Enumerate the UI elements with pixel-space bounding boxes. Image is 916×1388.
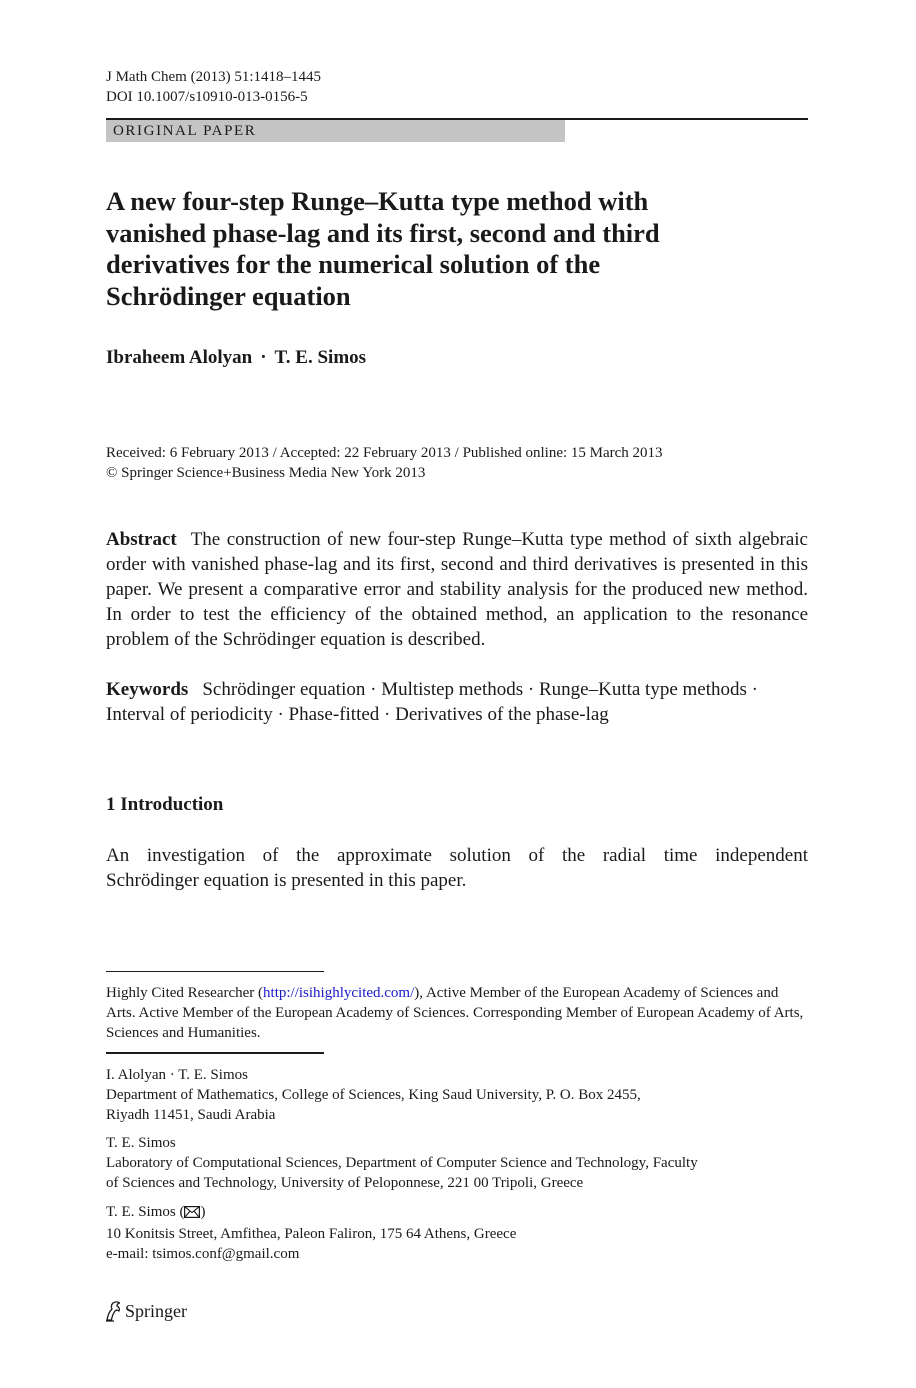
affiliation-names: T. E. Simos — [106, 1135, 176, 1151]
author-name: T. E. Simos — [274, 347, 367, 368]
title-line: derivatives for the numerical solution of the — [106, 249, 601, 279]
paren-close: ) — [200, 1204, 206, 1220]
envelope-icon — [184, 1204, 200, 1224]
abstract — [106, 527, 808, 652]
highly-cited-link[interactable]: http://isihighlycited.com/ — [263, 985, 415, 1001]
history-line: Received: 6 February 2013 / Accepted: 22 February 2013 / Published online: 15 March 2013 — [106, 445, 663, 461]
keywords — [106, 677, 808, 727]
author-separator: · — [260, 347, 267, 368]
corresponding-author-name: T. E. Simos ( — [106, 1204, 185, 1220]
affiliation-block — [106, 1133, 808, 1193]
doi-line: DOI 10.1007/s10910-013-0156-5 — [106, 89, 308, 105]
affiliation-names — [106, 1202, 808, 1224]
copyright-line: © Springer Science+Business Media New York 2013 — [106, 465, 426, 481]
abstract-label: Abstract — [106, 529, 177, 550]
affiliation-line: Riyadh 11451, Saudi Arabia — [106, 1107, 276, 1123]
affiliation-line: Department of Mathematics, College of Sciences, King Saud University, P. O. Box 2455, — [106, 1087, 641, 1103]
intro-line: An investigation of the approximate solution of the radial time independent — [106, 845, 808, 866]
author-name: Ibraheem Alolyan — [106, 347, 253, 368]
affiliation-line: 10 Konitsis Street, Amfithea, Paleon Faliron, 175 64 Athens, Greece — [106, 1226, 517, 1242]
footnote-suffix: ), Active Member of the European Academy of Sciences and Arts. Active Member of the European Academy of Sciences. Corresponding Member of European Academy of Arts, Sciences and Humanities. — [106, 985, 804, 1041]
author-list — [106, 346, 366, 370]
publisher-brand — [104, 1299, 187, 1323]
article-type-badge: ORIGINAL PAPER — [106, 120, 565, 142]
publication-dates — [106, 443, 808, 483]
affiliation-line: of Sciences and Technology, University of Peloponnese, 221 00 Tripoli, Greece — [106, 1175, 584, 1191]
section-heading: 1 Introduction — [106, 794, 224, 815]
title-line: vanished phase-lag and its first, second and third — [106, 217, 660, 248]
journal-line: J Math Chem (2013) 51:1418–1445 — [106, 69, 321, 85]
abstract-text: The construction of new four-step Runge–Kutta type method of sixth algebraic order with vanished phase-lag and its first, second and third derivatives is presented in this paper. We present a comparative error and stability analysis for the produced new method. In order to test the efficiency of the obtained method, an application to the resonance problem of the Schrödinger equation is described. — [106, 529, 808, 650]
affiliation-block — [106, 1202, 808, 1264]
affiliation-line: Laboratory of Computational Sciences, Department of Computer Science and Technology, Faculty — [106, 1155, 698, 1171]
intro-line: Schrödinger equation is presented in this paper. — [106, 870, 467, 891]
keywords-label: Keywords — [106, 679, 189, 700]
intro-paragraph — [106, 843, 808, 893]
affiliation-rule — [106, 1052, 324, 1054]
footnote-rule — [106, 971, 324, 972]
brand-name: Springer — [125, 1301, 187, 1321]
title-line: A new four-step Runge–Kutta type method with — [106, 186, 649, 216]
keywords-text: Schrödinger equation · Multistep methods · Runge–Kutta type methods · Interval of periodicity · Phase-fitted · Derivatives of the phase-lag — [106, 679, 758, 725]
footnote-prefix: Highly Cited Researcher ( — [106, 985, 264, 1001]
email-line: e-mail: tsimos.conf@gmail.com — [106, 1246, 300, 1262]
title-line: Schrödinger equation — [106, 280, 351, 311]
affiliation-block — [106, 1065, 808, 1125]
footnote — [106, 983, 808, 1043]
journal-citation — [106, 67, 321, 107]
affiliation-names: I. Alolyan · T. E. Simos — [106, 1067, 248, 1083]
springer-horse-icon — [104, 1300, 122, 1322]
paper-title — [106, 186, 746, 312]
